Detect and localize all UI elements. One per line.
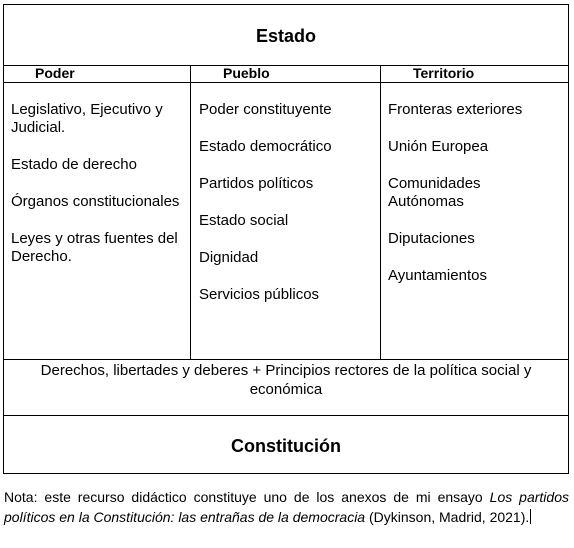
list-item: Órganos constitucionales <box>11 193 180 210</box>
list-item: Comunidades Autónomas <box>388 175 481 210</box>
column-territorio <box>388 101 558 304</box>
divider-headers <box>4 82 568 83</box>
column-header-poder: Poder <box>35 65 75 81</box>
list-item: Estado democrático <box>199 138 332 155</box>
column-pueblo <box>199 101 374 323</box>
list-item: Legislativo, Ejecutivo y Judicial. <box>11 101 163 136</box>
text-cursor <box>530 509 531 524</box>
note-prefix: Nota: este recurso didáctico constituye uno de los anexos de mi ensayo <box>4 489 490 505</box>
divider-constitution <box>4 415 568 416</box>
column-header-territorio: Territorio <box>413 65 475 81</box>
diagram-title: Estado <box>255 25 316 46</box>
divider-title <box>4 65 568 66</box>
divider-rights <box>4 359 568 360</box>
list-item: Fronteras exteriores <box>388 101 523 118</box>
list-item: Servicios públicos <box>199 286 320 303</box>
list-item: Estado de derecho <box>11 156 137 173</box>
divider-col-1 <box>190 65 191 359</box>
footer-title: Constitución <box>231 435 341 456</box>
list-item: Ayuntamientos <box>388 267 487 284</box>
column-header-pueblo: Pueblo <box>223 65 270 81</box>
note-suffix: (Dykinson, Madrid, 2021). <box>365 509 530 525</box>
column-poder <box>11 101 181 285</box>
list-item: Leyes y otras fuentes del Derecho. <box>11 230 178 265</box>
diagram-table <box>3 4 569 474</box>
rights-row: Derechos, libertades y deberes + Principios rectores de la política social y económica <box>40 362 532 398</box>
divider-col-2 <box>380 65 381 359</box>
note-book-title: Los partidos políticos en la Constitución: las entrañas de la democracia <box>4 489 569 525</box>
footnote <box>4 487 569 527</box>
list-item: Dignidad <box>199 249 259 266</box>
list-item: Partidos políticos <box>199 175 314 192</box>
list-item: Diputaciones <box>388 230 475 247</box>
list-item: Poder constituyente <box>199 101 332 118</box>
list-item: Unión Europea <box>388 138 489 155</box>
list-item: Estado social <box>199 212 289 229</box>
